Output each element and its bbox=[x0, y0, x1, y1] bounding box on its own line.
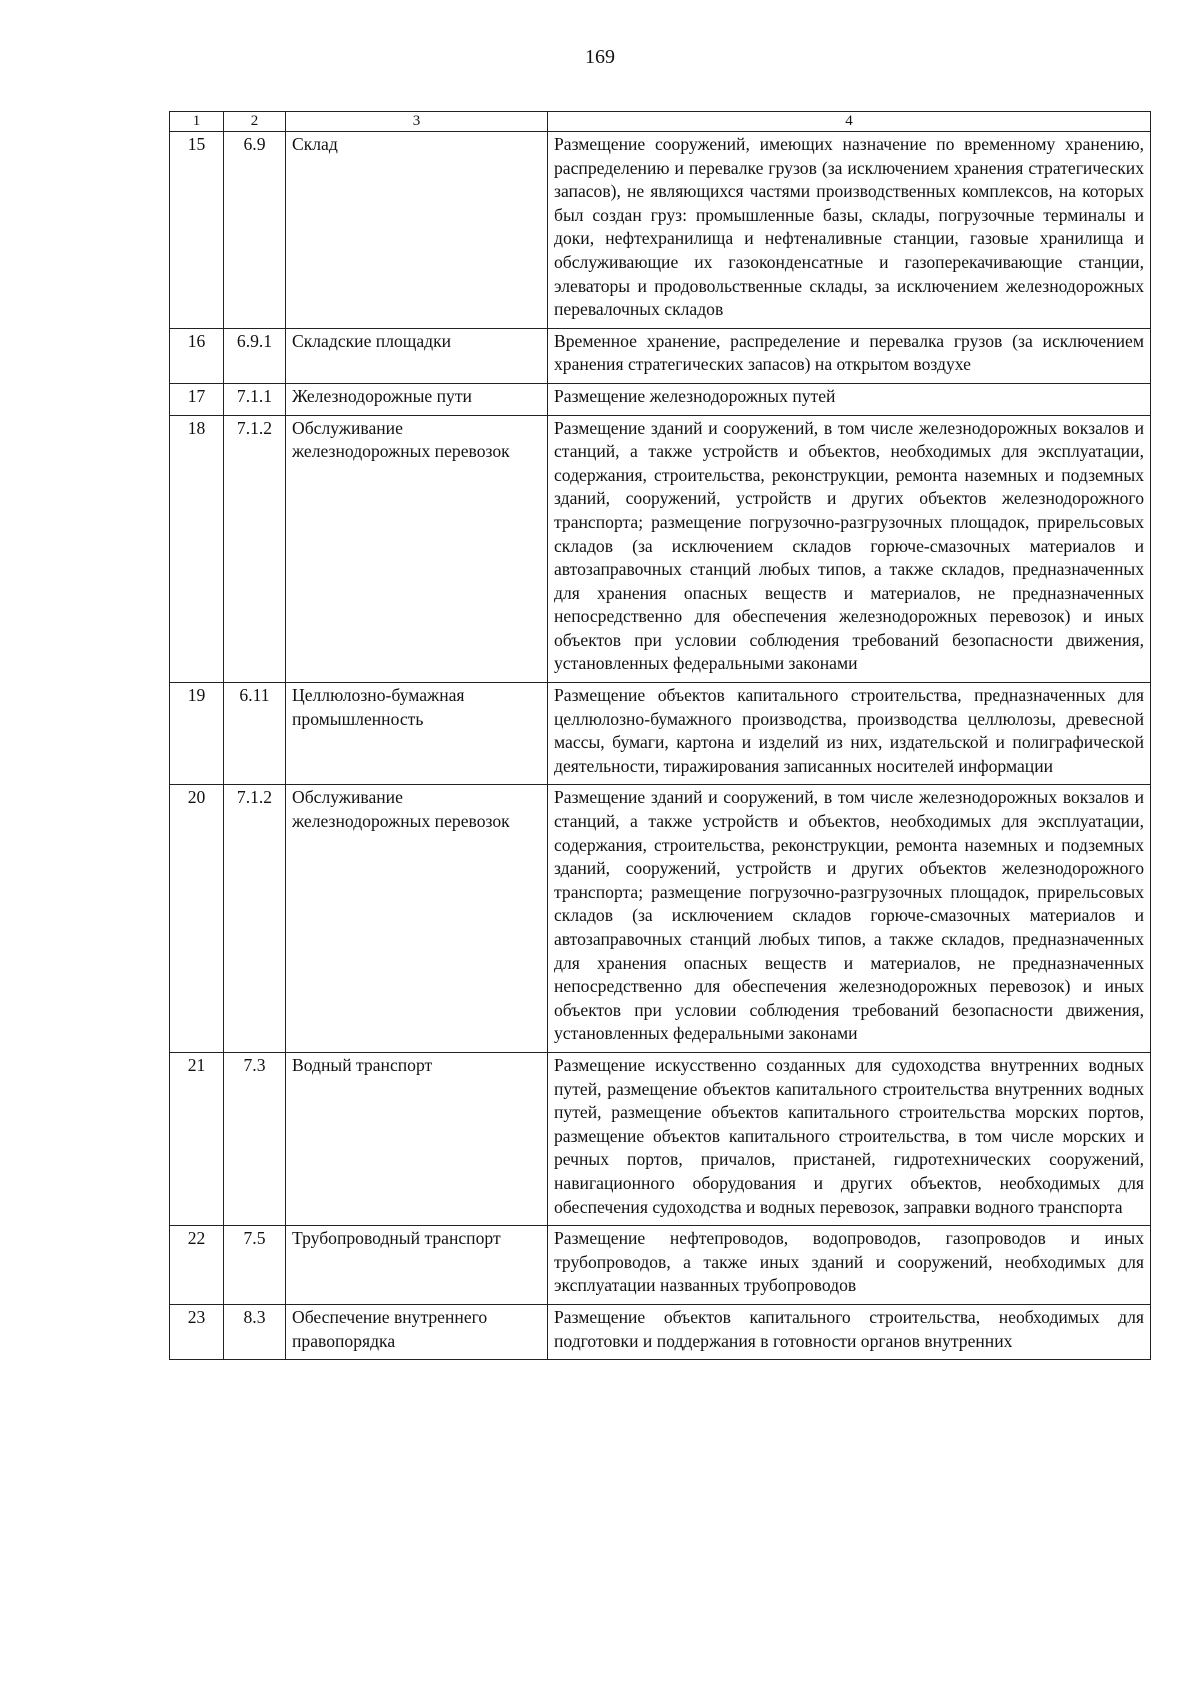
use-name: Складские площадки bbox=[286, 328, 548, 383]
table-header-row bbox=[170, 112, 1151, 132]
use-code: 6.9.1 bbox=[224, 328, 286, 383]
use-code: 8.3 bbox=[224, 1304, 286, 1359]
row-number: 21 bbox=[170, 1052, 224, 1225]
table-row bbox=[170, 328, 1151, 383]
use-name: Обслуживание железнодорожных перевозок bbox=[286, 785, 548, 1053]
use-code: 7.5 bbox=[224, 1226, 286, 1305]
use-code: 6.9 bbox=[224, 132, 286, 329]
page-number: 169 bbox=[585, 46, 615, 68]
use-code: 7.1.2 bbox=[224, 785, 286, 1053]
land-use-table bbox=[169, 111, 1151, 1360]
use-code: 7.1.2 bbox=[224, 415, 286, 683]
use-name: Водный транспорт bbox=[286, 1052, 548, 1225]
use-code: 7.1.1 bbox=[224, 383, 286, 415]
use-description: Размещение нефтепроводов, водопроводов, газопроводов и иных трубопроводов, а также иных зданий и сооружений, необходимых для эксплуатации названных трубопроводов bbox=[548, 1226, 1151, 1305]
table-row bbox=[170, 1226, 1151, 1305]
use-name: Обслуживание железнодорожных перевозок bbox=[286, 415, 548, 683]
use-name: Целлюлозно-бумажная промышленность bbox=[286, 683, 548, 785]
header-col-4: 4 bbox=[548, 112, 1151, 132]
table-row bbox=[170, 415, 1151, 683]
header-col-1: 1 bbox=[170, 112, 224, 132]
table-row bbox=[170, 785, 1151, 1053]
use-description: Размещение сооружений, имеющих назначение по временному хранению, распределению и перевалке грузов (за исключением хранения стратегических запасов), не являющихся частями производственных комплексов, на которых был создан груз: промышленные базы, склады, погрузочные терминалы и доки, нефтехранилища и нефтеналивные станции, газовые хранилища и обслуживающие их газоконденсатные и газоперекачивающие станции, элеваторы и продовольственные склады, за исключением железнодорожных перевалочных складов bbox=[548, 132, 1151, 329]
table-row bbox=[170, 1052, 1151, 1225]
table-row bbox=[170, 1304, 1151, 1359]
row-number: 19 bbox=[170, 683, 224, 785]
row-number: 18 bbox=[170, 415, 224, 683]
use-code: 7.3 bbox=[224, 1052, 286, 1225]
table-row bbox=[170, 683, 1151, 785]
use-name: Трубопроводный транспорт bbox=[286, 1226, 548, 1305]
use-description: Размещение искусственно созданных для судоходства внутренних водных путей, размещение объектов капитального строительства внутренних водных путей, размещение объектов капитального строительства морских портов, размещение объектов капитального строительства, в том числе морских и речных портов, причалов, пристаней, гидротехнических сооружений, навигационного оборудования и других объектов, необходимых для обеспечения судоходства и водных перевозок, заправки водного транспорта bbox=[548, 1052, 1151, 1225]
use-description: Размещение зданий и сооружений, в том числе железнодорожных вокзалов и станций, а также устройств и объектов, необходимых для эксплуатации, содержания, строительства, реконструкции, ремонта наземных и подземных зданий, сооружений, устройств и других объектов железнодорожного транспорта; размещение погрузочно-разгрузочных площадок, прирельсовых складов (за исключением складов горюче-смазочных материалов и автозаправочных станций любых типов, а также складов, предназначенных для хранения опасных веществ и материалов, не предназначенных непосредственно для обеспечения железнодорожных перевозок) и иных объектов при условии соблюдения требований безопасности движения, установленных федеральными законами bbox=[548, 415, 1151, 683]
row-number: 22 bbox=[170, 1226, 224, 1305]
header-col-2: 2 bbox=[224, 112, 286, 132]
use-description: Размещение объектов капитального строительства, необходимых для подготовки и поддержания в готовности органов внутренних bbox=[548, 1304, 1151, 1359]
row-number: 17 bbox=[170, 383, 224, 415]
row-number: 23 bbox=[170, 1304, 224, 1359]
use-description: Временное хранение, распределение и перевалка грузов (за исключением хранения стратегических запасов) на открытом воздухе bbox=[548, 328, 1151, 383]
row-number: 20 bbox=[170, 785, 224, 1053]
use-name: Обеспечение внутреннего правопорядка bbox=[286, 1304, 548, 1359]
use-name: Склад bbox=[286, 132, 548, 329]
row-number: 16 bbox=[170, 328, 224, 383]
row-number: 15 bbox=[170, 132, 224, 329]
table-row bbox=[170, 383, 1151, 415]
header-col-3: 3 bbox=[286, 112, 548, 132]
use-code: 6.11 bbox=[224, 683, 286, 785]
table-row bbox=[170, 132, 1151, 329]
use-description: Размещение зданий и сооружений, в том числе железнодорожных вокзалов и станций, а также устройств и объектов, необходимых для эксплуатации, содержания, строительства, реконструкции, ремонта наземных и подземных зданий, сооружений, устройств и других объектов железнодорожного транспорта; размещение погрузочно-разгрузочных площадок, прирельсовых складов (за исключением складов горюче-смазочных материалов и автозаправочных станций любых типов, а также складов, предназначенных для хранения опасных веществ и материалов, не предназначенных непосредственно для обеспечения железнодорожных перевозок) и иных объектов при условии соблюдения требований безопасности движения, установленных федеральными законами bbox=[548, 785, 1151, 1053]
use-description: Размещение железнодорожных путей bbox=[548, 383, 1151, 415]
use-description: Размещение объектов капитального строительства, предназначенных для целлюлозно-бумажного производства, производства целлюлозы, древесной массы, бумаги, картона и изделий из них, издательской и полиграфической деятельности, тиражирования записанных носителей информации bbox=[548, 683, 1151, 785]
use-name: Железнодорожные пути bbox=[286, 383, 548, 415]
